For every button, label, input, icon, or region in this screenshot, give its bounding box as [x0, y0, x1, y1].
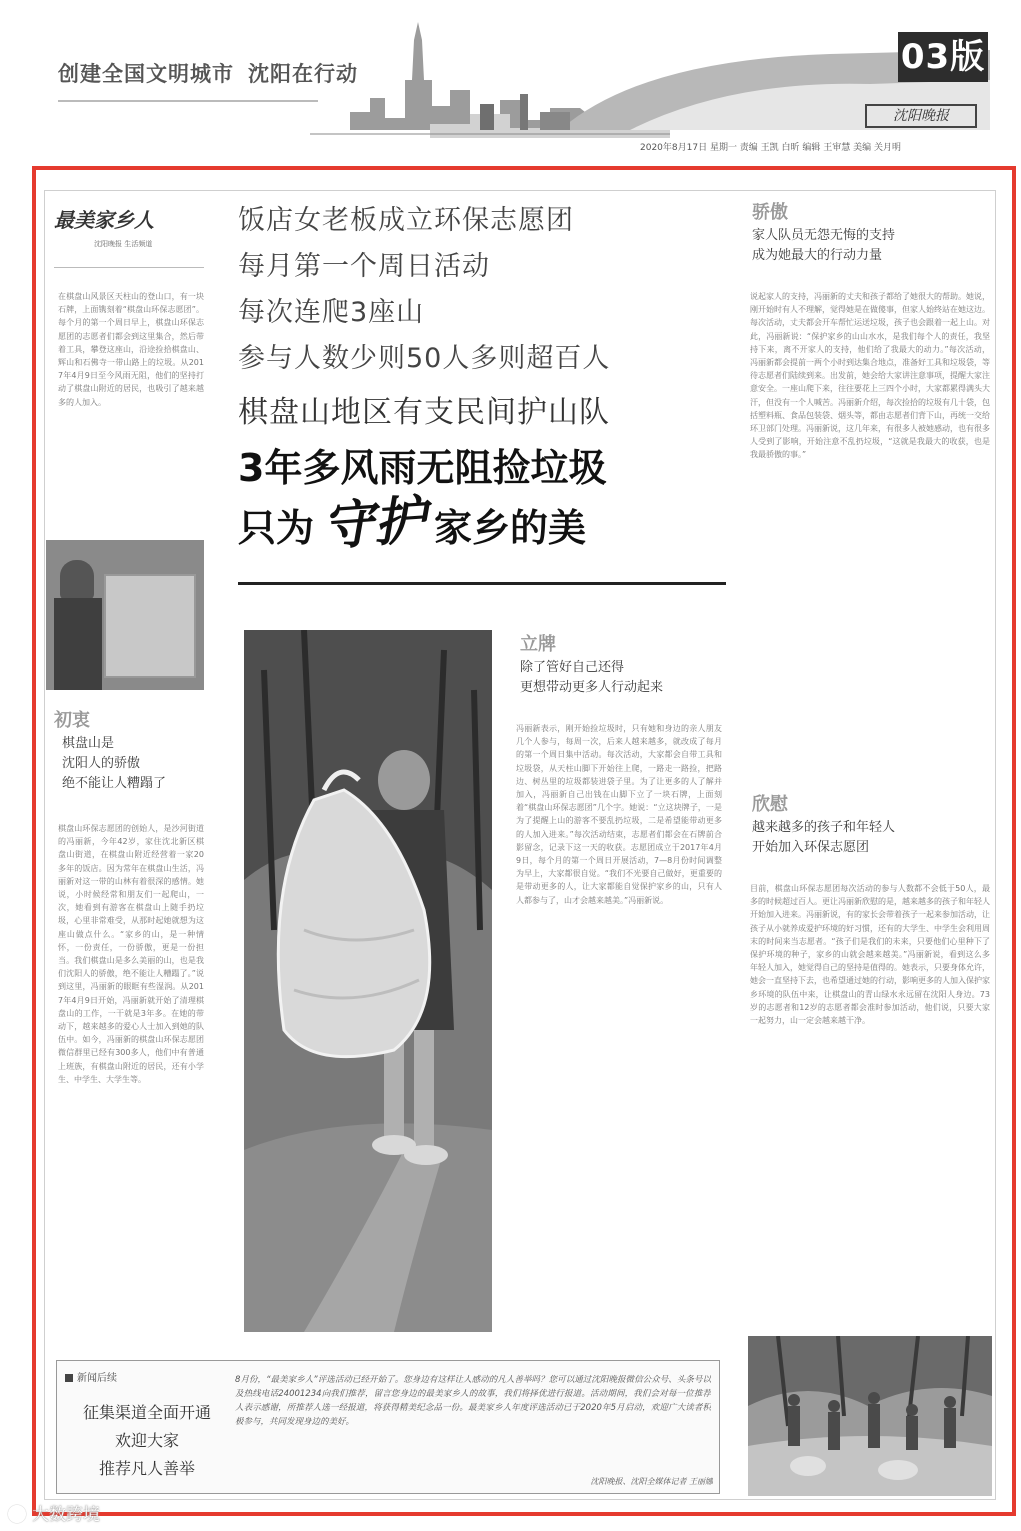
headline-main-line-1: 3年多风雨无阻捡垃圾	[238, 446, 607, 490]
promo-line: 征集渠道全面开通	[82, 1403, 211, 1422]
origin-paragraph: 棋盘山环保志愿团的创始人，是沙河街道的冯丽新，今年42岁，家住沈北新区棋盘山街道，在棋盘山附近经营着一家20多年的饭店。因为常年在棋盘山生活，冯丽新对这一带的山林有着很深的感情。她说，小时候经常和朋友们一起爬山，一次，她看到有游客在棋盘山上随手扔垃圾，心里非常难受，从那时起她就想为这座山做点什么。“家乡的山，是一种情怀，一份责任，一份骄傲，更是一份担当。我们棋盘山是多么美丽的山，也是我们沈阳人的骄傲，绝不能让人糟蹋了。”说到这里，冯丽新的眼眶有些湿润。从2017年4月9日开始，冯丽新就开始了清理棋盘山的工作，一干就是3年多。在她的带动下，越来越多的爱心人士加入到她的队伍中。如今，冯丽新的棋盘山环保志愿团微信群里已经有300多人，他们中有普通上班族，有棋盘山附近的居民，还有小学生、中学生、大学生等。	[58, 824, 204, 1084]
bottom-box-byline: 沈阳晚报、沈阳全媒体记者 王丽娜	[590, 1477, 713, 1486]
bottom-box-tag: 新闻后续	[65, 1369, 117, 1384]
newspaper-logo: 沈阳晚报	[865, 104, 977, 128]
section-subhead-pride	[752, 226, 972, 266]
headline-block	[238, 198, 738, 556]
intro-paragraph: 在棋盘山风景区天柱山的登山口，有一块石牌，上面镌刻着“棋盘山环保志愿团”。每个月的第一个周日早上，棋盘山环保志愿团的志愿者们都会到这里集合，然后带着工具，攀登这座山，沿途捡拾棋盘山、辉山和石佛寺一带山路上的垃圾。从2017年4月9日至今风雨无阻，他们的坚持打动了棋盘山附近的居民，也吸引了越来越多的人加入。	[58, 292, 204, 407]
section-title-monument: 立牌	[520, 634, 556, 655]
headline-deck-line: 每月第一个周日活动	[238, 251, 490, 282]
headline-main-prefix: 只为	[238, 506, 315, 550]
section-subhead-monument	[520, 658, 720, 698]
section-subhead-relief	[752, 818, 972, 858]
subhead-line: 棋盘山是	[62, 736, 115, 751]
person-head-shape	[60, 560, 94, 600]
campaign-slogan-part-a: 创建全国文明城市	[58, 62, 234, 86]
masthead-rule	[58, 100, 318, 102]
masthead	[0, 0, 1021, 160]
headline-deck-line: 饭店女老板成立环保志愿团	[238, 205, 574, 236]
stone-sign-shape	[104, 574, 196, 678]
section-title-relief: 欣慰	[752, 794, 788, 815]
monument-paragraph: 冯丽新表示，刚开始捡垃圾时，只有她和身边的亲人朋友几个人参与，每周一次，后来人越来越多，就改成了每月的第一个周日集中活动。每次活动，大家都会自带工具和垃圾袋，从天柱山脚下开始往上爬，一路走一路捡，把路边、树丛里的垃圾都装进袋子里。为了让更多的人了解并加入，冯丽新自己出钱在山脚下立了一块石牌，上面刻着“棋盘山环保志愿团”几个字。她说：“立这块牌子，一是为了提醒上山的游客不要乱扔垃圾，二是希望能带动更多的人加入进来。”每次活动结束，志愿者们都会在石牌前合影留念，记录下这一天的收获。志愿团成立于2017年4月9日，每个月的第一个周日开展活动，7—8月份时间调整为早上，大家都很自觉。“我们不光要自己做好，更重要的是带动更多的人，让大家都能自觉保护家乡的山，只有人人都参与了，山才会越来越美。”冯丽新说。	[516, 724, 722, 905]
watermark-logo-icon	[8, 1505, 26, 1523]
subhead-line: 开始加入环保志愿团	[752, 840, 870, 855]
bottom-box-paragraph: 8月份，“最美家乡人”评选活动已经开始了。您身边有这样让人感动的凡人善举吗？您可以通过沈阳晚报微信公众号、头条号以及热线电话24001234向我们推荐，留言您身边的最美家乡人的故事，我们将择优进行报道。活动期间，我们会对每一位推荐人表示感谢，所推荐人选一经报道，将获得精美纪念品一份。最美家乡人年度评选活动已于2020年5月启动，欢迎广大读者积极参与，共同发现身边的美好。	[235, 1375, 711, 1427]
column-logo-caption: 沈阳晚报 生活频道	[94, 240, 153, 248]
subhead-line: 越来越多的孩子和年轻人	[752, 820, 896, 835]
subhead-line: 绝不能让人糟蹋了	[62, 776, 167, 791]
headline-rule	[238, 582, 726, 585]
promo-line: 欢迎大家	[114, 1431, 179, 1450]
headline-calligraphy: 守护	[319, 489, 428, 558]
edition-number: 03版	[898, 32, 988, 82]
pride-paragraph: 说起家人的支持，冯丽新的丈夫和孩子都给了她很大的帮助。她说，刚开始时有人不理解，觉得她是在做傻事，但家人始终站在她这边。每次活动，丈夫都会开车帮忙运送垃圾，孩子也会跟着一起上山。对此，冯丽新说：“保护家乡的山山水水，是我们每个人的责任，我坚持下来，离不开家人的支持，他们给了我最大的动力。”每次活动，冯丽新都会提前一两个小时到达集合地点，准备好工具和垃圾袋，等待志愿者们陆续到来。出发前，她会给大家讲注意事项，提醒大家注意安全。一座山爬下来，往往要花上三四个小时，大家都累得满头大汗，但没有一个人喊苦。冯丽新介绍，每次捡拾的垃圾有几十袋，包括塑料瓶、食品包装袋、烟头等，都由志愿者们背下山，再统一交给环卫部门处理。冯丽新说，这几年来，有很多人被她感动，也有很多人受到了影响，开始注意不乱扔垃圾，“这就是我最大的收获，也是我最骄傲的事。”	[750, 292, 990, 460]
subhead-line: 家人队员无怨无悔的支持	[752, 228, 896, 243]
column-logo	[54, 200, 204, 268]
photo-volunteer-carrying-trash-bag	[244, 630, 492, 1332]
headline-deck-line: 每次连爬3座山	[238, 297, 425, 328]
column-logo-title: 最美家乡人	[54, 208, 154, 232]
person-body-shape	[54, 598, 102, 690]
photo-volunteers-on-trail	[748, 1336, 992, 1496]
watermark	[8, 1500, 100, 1525]
photo-volunteer-at-stone-sign	[46, 540, 204, 690]
relief-paragraph: 目前，棋盘山环保志愿团每次活动的参与人数都不会低于50人，最多的时候超过百人。更让冯丽新欣慰的是，越来越多的孩子和年轻人开始加入进来。冯丽新说，有的家长会带着孩子一起来参加活动，让孩子从小就养成爱护环境的好习惯，还有的大学生、中学生会利用周末的时间来当志愿者。“孩子们是我们的未来，只要他们心里种下了保护环境的种子，家乡的山就会越来越美。”冯丽新说，看到这么多年轻人加入，她觉得自己的坚持是值得的。她表示，只要身体允许，她会一直坚持下去，也希望通过她的行动，影响更多的人加入保护家乡环境的队伍中来，让棋盘山的青山绿水永远留在沈阳人身边。73岁的志愿者和12岁的志愿者都会准时参加活动，他们说，只要大家一起努力，山一定会越来越干净。	[750, 884, 990, 1026]
section-title-origin: 初衷	[54, 710, 90, 731]
headline-main-suffix: 家乡的美	[434, 506, 587, 550]
bottom-box-promo	[67, 1399, 227, 1483]
bottom-recruitment-box	[56, 1360, 720, 1494]
headline-main-line-2	[238, 489, 738, 558]
dateline: 2020年8月17日 星期一 责编 王凯 白昕 编辑 王审慧 美编 关月明	[640, 143, 901, 153]
subhead-line: 除了管好自己还得	[520, 660, 625, 675]
section-subhead-origin	[62, 734, 202, 794]
watermark-text: 大数跨境	[32, 1505, 100, 1525]
subhead-line: 沈阳人的骄傲	[62, 756, 141, 771]
headline-kicker: 棋盘山地区有支民间护山队	[238, 395, 610, 430]
subhead-line: 成为她最大的行动力量	[752, 248, 883, 263]
section-title-pride: 骄傲	[752, 202, 788, 223]
promo-line: 推荐凡人善举	[98, 1459, 195, 1478]
subhead-line: 更想带动更多人行动起来	[520, 680, 664, 695]
campaign-slogan-part-b: 沈阳在行动	[248, 62, 358, 86]
headline-deck-line: 参与人数少则50人多则超百人	[238, 343, 611, 374]
